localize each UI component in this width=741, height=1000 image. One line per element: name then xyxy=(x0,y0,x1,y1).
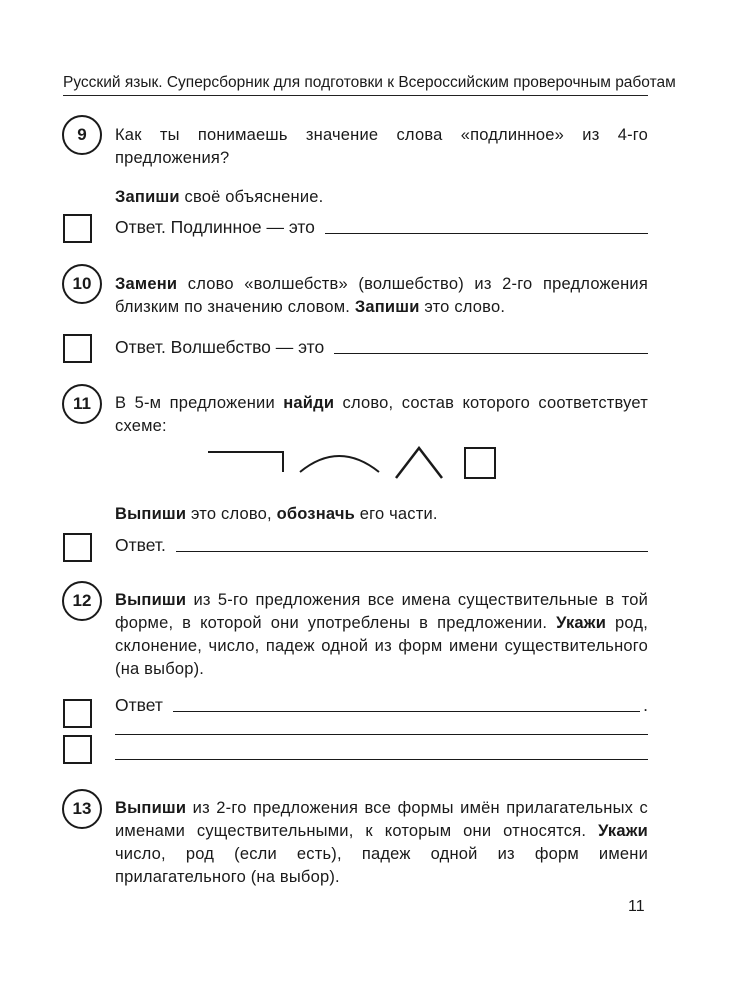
suffix-icon xyxy=(396,448,442,478)
task-11-instruction xyxy=(115,503,648,526)
task-10-answer-blank[interactable] xyxy=(334,353,648,354)
task-11-instr-bold-1: Выпиши xyxy=(115,505,187,523)
page-number: 11 xyxy=(628,898,645,915)
task-10-answer xyxy=(115,334,648,358)
task-11-number: 11 xyxy=(62,384,102,424)
task-12-score-box-2[interactable] xyxy=(63,735,92,764)
task-11-instr-bold-2: обозначь xyxy=(276,505,355,523)
task-13-bold-1: Выпиши xyxy=(115,799,187,817)
header-divider xyxy=(63,95,648,96)
task-13-bold-2: Укажи xyxy=(598,822,648,840)
task-11-answer-blank[interactable] xyxy=(176,551,648,552)
task-12-answer xyxy=(115,692,648,716)
task-10-bold-2: Запиши xyxy=(354,298,420,316)
task-12-bold-2: Укажи xyxy=(556,614,607,632)
task-9-instr-bold: Запиши xyxy=(115,188,180,206)
task-12-text-1: из 5-го предложения все имена существительные в той форме, в которой они употреблены в предложении. xyxy=(115,591,648,632)
task-11-question xyxy=(115,392,648,438)
task-12-number: 12 xyxy=(62,581,102,621)
task-12-answer-line-3[interactable] xyxy=(115,759,648,760)
task-11-answer xyxy=(115,532,648,556)
task-12-answer-label: Ответ xyxy=(115,695,163,715)
task-11-bold-1: найди xyxy=(283,394,335,412)
task-13-text-1: из 2-го предложения все формы имён прилагательных с именами существительными, к которым они относятся. xyxy=(115,799,648,840)
task-12-question xyxy=(115,589,648,681)
task-11-instr-text-1: это слово, xyxy=(186,505,277,523)
task-9-instr-rest: своё объяснение. xyxy=(179,188,324,206)
task-13-number: 13 xyxy=(62,789,102,829)
task-12-answer-end: . xyxy=(643,695,648,715)
task-11-instr-text-2: его части. xyxy=(354,505,438,523)
task-9-answer-label: Ответ. Подлинное — это xyxy=(115,217,315,237)
task-10-question xyxy=(115,273,648,319)
task-9-score-box[interactable] xyxy=(63,214,92,243)
ending-icon xyxy=(465,448,495,478)
task-12-text-2: род, склонение, число, падеж одной из форм имени существительного (на выбор). xyxy=(115,614,648,678)
task-13-question xyxy=(115,797,648,889)
task-12-bold-1: Выпиши xyxy=(115,591,187,609)
task-9-question: Как ты понимаешь значение слова «подлинное» из 4-го предложения? xyxy=(115,126,648,167)
morpheme-scheme xyxy=(208,446,503,482)
task-10-number: 10 xyxy=(62,264,102,304)
task-11-text-2: слово, состав которого соответствует схеме: xyxy=(115,394,648,435)
task-12-score-box-1[interactable] xyxy=(63,699,92,728)
task-9-instruction xyxy=(115,186,648,209)
task-11-answer-label: Ответ. xyxy=(115,535,166,555)
task-13-text-2: число, род (если есть), падеж одной из форм имени прилагательного (на выбор). xyxy=(115,845,648,886)
task-9-number: 9 xyxy=(62,115,102,155)
task-9-answer-blank[interactable] xyxy=(325,233,648,234)
task-10-answer-label: Ответ. Волшебство — это xyxy=(115,337,325,357)
running-header: Русский язык. Суперсборник для подготовки к Всероссийским проверочным работам xyxy=(63,74,676,91)
task-9-answer xyxy=(115,214,648,238)
task-10-score-box[interactable] xyxy=(63,334,92,363)
task-12-answer-blank[interactable] xyxy=(173,711,640,712)
task-10-text-2: это слово. xyxy=(419,298,506,316)
task-12-answer-line-2[interactable] xyxy=(115,734,648,735)
task-11-text-1: В 5-м предложении xyxy=(115,394,284,412)
task-11-score-box[interactable] xyxy=(63,533,92,562)
task-10-bold-1: Замени xyxy=(115,275,178,293)
root-icon xyxy=(300,456,379,472)
prefix-icon xyxy=(208,452,283,472)
task-10-text-1: слово «волшебств» (волшебство) из 2-го предложения близким по значению словом. xyxy=(115,275,648,316)
